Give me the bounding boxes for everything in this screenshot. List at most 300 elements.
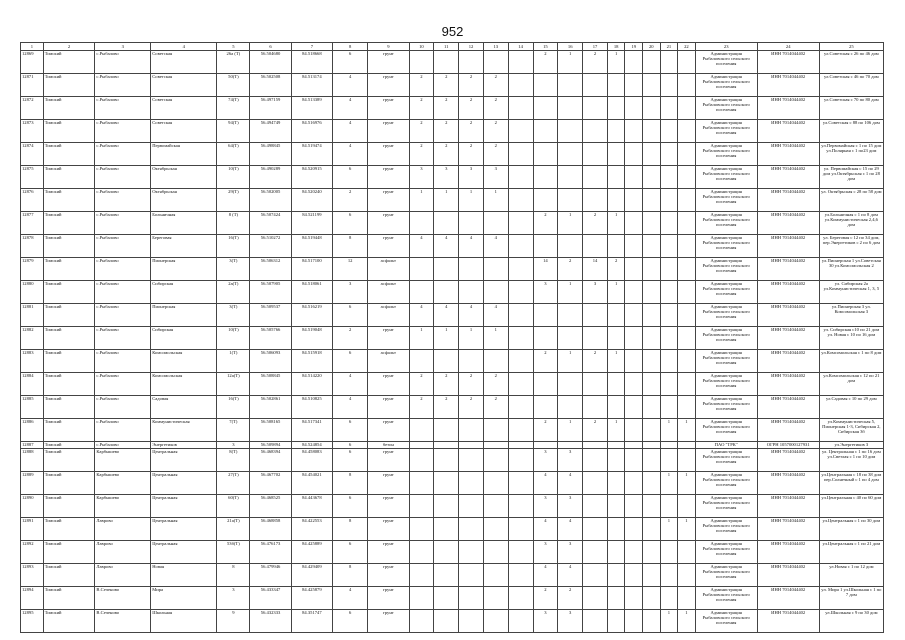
table-cell: 7(Т) bbox=[217, 419, 250, 442]
table-cell: 1 bbox=[558, 51, 583, 74]
table-cell: грунт bbox=[368, 120, 409, 143]
table-cell bbox=[678, 495, 696, 518]
table-cell bbox=[607, 74, 625, 97]
table-cell bbox=[409, 258, 434, 281]
table-cell bbox=[678, 166, 696, 189]
table-cell: 2а(Т) bbox=[217, 281, 250, 304]
table-cell: ул.Школьная с 9 по 30 дом bbox=[819, 610, 883, 633]
table-cell: ул.Центральная с 40 по 60 дом bbox=[819, 495, 883, 518]
table-cell bbox=[660, 74, 678, 97]
table-cell bbox=[625, 97, 643, 120]
table-cell: 4 bbox=[533, 564, 558, 587]
table-cell bbox=[583, 541, 608, 564]
table-cell: 6 bbox=[333, 610, 368, 633]
table-cell bbox=[409, 212, 434, 235]
table-cell bbox=[607, 304, 625, 327]
table-cell: 12877 bbox=[21, 212, 44, 235]
column-number-cell: 21 bbox=[660, 43, 678, 51]
table-cell bbox=[625, 212, 643, 235]
table-cell bbox=[583, 304, 608, 327]
table-cell: ИНН 7014044402 bbox=[757, 396, 819, 419]
table-cell: с.Рыбалово bbox=[95, 442, 151, 449]
table-cell bbox=[607, 97, 625, 120]
table-cell: 56.433347 bbox=[250, 587, 291, 610]
table-cell bbox=[678, 212, 696, 235]
table-cell: 3 bbox=[583, 281, 608, 304]
table-cell: 3 bbox=[533, 449, 558, 472]
table-cell: Администрация Рыбаловского сельского поселения bbox=[695, 373, 757, 396]
table-row bbox=[21, 472, 884, 495]
table-cell bbox=[660, 449, 678, 472]
table-cell: Больничная bbox=[151, 212, 217, 235]
table-cell: В.Сеченово bbox=[95, 587, 151, 610]
table-cell: с.Рыбалово bbox=[95, 166, 151, 189]
table-cell: ул.Больничная с 1 по 8 дом ул.Коммунистическая 2,4,6 дом bbox=[819, 212, 883, 235]
table-cell: ИНН 7014044402 bbox=[757, 610, 819, 633]
table-cell bbox=[607, 610, 625, 633]
table-cell: с.Рыбалово bbox=[95, 396, 151, 419]
table-cell bbox=[643, 610, 661, 633]
table-cell: ул. Сибирская с10 по 21 дом ул. Новая с 10 по 16 дом bbox=[819, 327, 883, 350]
registry-table bbox=[20, 42, 884, 633]
table-cell: Администрация Рыбаловского сельского поселения bbox=[695, 74, 757, 97]
table-cell bbox=[459, 541, 484, 564]
table-cell: 3 bbox=[483, 166, 508, 189]
table-cell bbox=[660, 189, 678, 212]
table-cell bbox=[533, 373, 558, 396]
table-cell bbox=[678, 235, 696, 258]
table-cell bbox=[508, 350, 533, 373]
table-cell: грунт bbox=[368, 396, 409, 419]
table-row bbox=[21, 541, 884, 564]
table-cell bbox=[508, 189, 533, 212]
table-cell bbox=[558, 373, 583, 396]
table-cell: 3 bbox=[558, 541, 583, 564]
table-cell: Карбышево bbox=[95, 449, 151, 472]
table-cell: 1 bbox=[660, 419, 678, 442]
table-row bbox=[21, 419, 884, 442]
table-cell: 2 bbox=[333, 189, 368, 212]
table-cell: ПАО "ТРК" bbox=[695, 442, 757, 449]
table-row bbox=[21, 564, 884, 587]
table-cell: Береговая bbox=[151, 235, 217, 258]
table-cell: 94(Т) bbox=[217, 120, 250, 143]
table-cell bbox=[607, 373, 625, 396]
table-cell: 56.506093 bbox=[250, 350, 291, 373]
table-cell: Томский bbox=[43, 350, 95, 373]
table-cell: 4 bbox=[333, 396, 368, 419]
table-cell bbox=[660, 587, 678, 610]
table-cell bbox=[583, 235, 608, 258]
table-cell bbox=[583, 166, 608, 189]
table-cell: 12874 bbox=[21, 143, 44, 166]
table-cell: Томский bbox=[43, 541, 95, 564]
table-cell bbox=[607, 442, 625, 449]
table-cell bbox=[583, 373, 608, 396]
column-number-cell: 5 bbox=[217, 43, 250, 51]
table-cell bbox=[643, 449, 661, 472]
table-cell: 2 bbox=[533, 350, 558, 373]
table-cell: Томский bbox=[43, 495, 95, 518]
table-cell: Центральная bbox=[151, 449, 217, 472]
table-cell: ИНН 7014044402 bbox=[757, 143, 819, 166]
table-cell: 12872 bbox=[21, 97, 44, 120]
table-cell: 4 bbox=[409, 304, 434, 327]
table-cell: 10(Т) bbox=[217, 327, 250, 350]
table-cell: 12889 bbox=[21, 472, 44, 495]
table-cell bbox=[459, 212, 484, 235]
table-cell: Администрация Рыбаловского сельского поселения bbox=[695, 495, 757, 518]
table-cell bbox=[625, 472, 643, 495]
table-cell bbox=[607, 495, 625, 518]
table-cell bbox=[607, 518, 625, 541]
table-cell: ИНН 7014044402 bbox=[757, 472, 819, 495]
table-cell: Томский bbox=[43, 97, 95, 120]
table-cell bbox=[583, 610, 608, 633]
table-cell: Томский bbox=[43, 281, 95, 304]
table-cell bbox=[678, 97, 696, 120]
table-cell: ул. Береговая с 12 по 34 дом, пер.Энергетиков с 2 по 6 дом bbox=[819, 235, 883, 258]
table-row bbox=[21, 495, 884, 518]
table-cell: 27(Т) bbox=[217, 472, 250, 495]
table-cell: ОГРН 1057000127931 bbox=[757, 442, 819, 449]
table-cell bbox=[678, 396, 696, 419]
table-cell bbox=[434, 212, 459, 235]
table-cell: 56.502508 bbox=[250, 74, 291, 97]
table-cell: 2 bbox=[434, 120, 459, 143]
table-cell: 26а (Т) bbox=[217, 51, 250, 74]
table-cell bbox=[483, 442, 508, 449]
table-cell: 56.494749 bbox=[250, 120, 291, 143]
table-cell: 84.516976 bbox=[291, 120, 332, 143]
table-cell bbox=[660, 495, 678, 518]
table-cell: Администрация Рыбаловского сельского поселения bbox=[695, 472, 757, 495]
table-cell: ИНН 7014044402 bbox=[757, 373, 819, 396]
table-cell bbox=[508, 143, 533, 166]
table-cell bbox=[483, 472, 508, 495]
table-row bbox=[21, 610, 884, 633]
table-cell bbox=[678, 51, 696, 74]
table-cell bbox=[625, 541, 643, 564]
table-row bbox=[21, 51, 884, 74]
column-number-cell: 11 bbox=[434, 43, 459, 51]
table-cell: 6 bbox=[333, 495, 368, 518]
table-cell: 1 bbox=[409, 327, 434, 350]
table-cell: 12885 bbox=[21, 396, 44, 419]
table-cell: Томский bbox=[43, 143, 95, 166]
table-cell: 12881 bbox=[21, 304, 44, 327]
table-cell: 84.518061 bbox=[291, 281, 332, 304]
table-cell: Томский bbox=[43, 166, 95, 189]
table-cell bbox=[483, 564, 508, 587]
table-cell bbox=[625, 419, 643, 442]
table-cell: Октябрьская bbox=[151, 166, 217, 189]
table-cell: с.Рыбалово bbox=[95, 74, 151, 97]
table-cell: грунт bbox=[368, 472, 409, 495]
table-cell bbox=[434, 518, 459, 541]
table-cell: 2 bbox=[483, 373, 508, 396]
column-number-cell: 16 bbox=[558, 43, 583, 51]
table-cell bbox=[533, 304, 558, 327]
table-cell: ИНН 7014044402 bbox=[757, 120, 819, 143]
table-cell bbox=[625, 304, 643, 327]
table-cell bbox=[533, 235, 558, 258]
table-cell: 12893 bbox=[21, 564, 44, 587]
table-row bbox=[21, 143, 884, 166]
column-number-cell: 25 bbox=[819, 43, 883, 51]
table-cell: 8(Т) bbox=[217, 449, 250, 472]
table-cell: 84.425879 bbox=[291, 587, 332, 610]
table-cell: 2 bbox=[558, 587, 583, 610]
table-cell bbox=[660, 258, 678, 281]
table-row bbox=[21, 304, 884, 327]
table-cell bbox=[643, 189, 661, 212]
table-cell bbox=[508, 166, 533, 189]
table-cell: 2 bbox=[409, 74, 434, 97]
table-cell bbox=[508, 449, 533, 472]
table-cell bbox=[625, 564, 643, 587]
table-cell bbox=[508, 472, 533, 495]
table-cell: 4 bbox=[333, 97, 368, 120]
table-cell bbox=[533, 120, 558, 143]
table-cell bbox=[660, 304, 678, 327]
table-cell: 1 bbox=[678, 419, 696, 442]
table-cell: 2 bbox=[483, 143, 508, 166]
table-cell: 4 bbox=[533, 472, 558, 495]
table-cell bbox=[583, 587, 608, 610]
table-cell: 84.351747 bbox=[291, 610, 332, 633]
table-cell: 3 bbox=[533, 610, 558, 633]
header-row bbox=[21, 43, 884, 51]
table-cell: 29(Т) bbox=[217, 189, 250, 212]
table-cell bbox=[508, 212, 533, 235]
table-cell bbox=[483, 51, 508, 74]
table-cell: 84.515918 bbox=[291, 350, 332, 373]
table-cell: 1(Т) bbox=[217, 350, 250, 373]
table-cell bbox=[459, 258, 484, 281]
table-cell: 2 bbox=[533, 587, 558, 610]
table-cell bbox=[678, 120, 696, 143]
column-number-cell: 7 bbox=[291, 43, 332, 51]
table-cell bbox=[643, 327, 661, 350]
table-cell: 1 bbox=[409, 189, 434, 212]
table-cell: 1 bbox=[483, 327, 508, 350]
table-cell bbox=[643, 212, 661, 235]
table-cell: 1 bbox=[660, 472, 678, 495]
table-cell: 74(Т) bbox=[217, 97, 250, 120]
table-cell: Новая bbox=[151, 564, 217, 587]
table-cell bbox=[607, 472, 625, 495]
table-cell: с.Рыбалово bbox=[95, 120, 151, 143]
table-cell: 8 bbox=[333, 518, 368, 541]
table-cell: ИНН 7014044402 bbox=[757, 166, 819, 189]
table-cell bbox=[508, 587, 533, 610]
table-cell: 53б(Т) bbox=[217, 541, 250, 564]
table-cell: 2 bbox=[459, 143, 484, 166]
table-cell: ул. Центральная с 1 по 16 дом ул.Светлая с 1 по 10 дом bbox=[819, 449, 883, 472]
table-cell: 8 bbox=[217, 564, 250, 587]
table-cell bbox=[607, 564, 625, 587]
table-cell bbox=[459, 419, 484, 442]
table-cell: 2 bbox=[409, 396, 434, 419]
table-cell: ИНН 7014044402 bbox=[757, 495, 819, 518]
table-cell bbox=[508, 518, 533, 541]
table-row bbox=[21, 212, 884, 235]
table-cell bbox=[625, 258, 643, 281]
table-row bbox=[21, 327, 884, 350]
table-cell: Томский bbox=[43, 235, 95, 258]
table-cell: Октябрьская bbox=[151, 189, 217, 212]
table-cell: 6 bbox=[333, 51, 368, 74]
table-cell: ИНН 7014044402 bbox=[757, 587, 819, 610]
table-cell bbox=[558, 143, 583, 166]
table-cell bbox=[483, 258, 508, 281]
table-cell bbox=[643, 143, 661, 166]
table-cell: с.Рыбалово bbox=[95, 327, 151, 350]
table-cell bbox=[434, 495, 459, 518]
table-cell: 84.513174 bbox=[291, 74, 332, 97]
table-cell: 6 bbox=[333, 541, 368, 564]
table-cell bbox=[660, 373, 678, 396]
table-cell: 84.519474 bbox=[291, 143, 332, 166]
table-cell bbox=[583, 97, 608, 120]
table-cell: с.Рыбалово bbox=[95, 189, 151, 212]
table-cell: 6 bbox=[333, 449, 368, 472]
table-cell bbox=[660, 327, 678, 350]
table-cell bbox=[607, 189, 625, 212]
table-cell: 2 bbox=[533, 419, 558, 442]
table-cell: Советская bbox=[151, 97, 217, 120]
table-cell bbox=[483, 587, 508, 610]
column-number-cell: 14 bbox=[508, 43, 533, 51]
table-cell: 56.490289 bbox=[250, 166, 291, 189]
table-cell bbox=[533, 97, 558, 120]
table-cell bbox=[508, 396, 533, 419]
table-cell: асфальт bbox=[368, 304, 409, 327]
table-cell: 84.513389 bbox=[291, 97, 332, 120]
table-cell: 56.479946 bbox=[250, 564, 291, 587]
table-cell bbox=[533, 396, 558, 419]
table-cell: Сибирская bbox=[151, 281, 217, 304]
table-body bbox=[21, 43, 884, 633]
table-cell: 4 bbox=[459, 304, 484, 327]
table-cell: грунт bbox=[368, 541, 409, 564]
table-cell: 56.476173 bbox=[250, 541, 291, 564]
table-cell: 2 bbox=[434, 97, 459, 120]
table-cell bbox=[434, 587, 459, 610]
table-cell: Томский bbox=[43, 472, 95, 495]
table-cell bbox=[583, 442, 608, 449]
table-cell bbox=[643, 74, 661, 97]
table-cell: Администрация Рыбаловского сельского поселения bbox=[695, 396, 757, 419]
table-cell: ул.Садовая с 10 по 29 дом bbox=[819, 396, 883, 419]
table-cell bbox=[643, 541, 661, 564]
table-cell: 6 bbox=[333, 304, 368, 327]
table-cell: ул.Центральная с 1 по 21 дом bbox=[819, 541, 883, 564]
table-cell bbox=[409, 51, 434, 74]
table-cell: 84.429409 bbox=[291, 564, 332, 587]
table-cell: грунт bbox=[368, 419, 409, 442]
table-cell: 50(Т) bbox=[217, 74, 250, 97]
table-cell bbox=[583, 74, 608, 97]
table-cell: Энергетиков bbox=[151, 442, 217, 449]
table-cell bbox=[607, 587, 625, 610]
table-cell: с.Рыбалово bbox=[95, 350, 151, 373]
table-cell: 56.508845 bbox=[250, 373, 291, 396]
column-number-cell: 9 bbox=[368, 43, 409, 51]
table-cell bbox=[660, 51, 678, 74]
table-cell bbox=[434, 51, 459, 74]
table-cell: Томский bbox=[43, 258, 95, 281]
table-cell: 1 bbox=[607, 350, 625, 373]
table-cell bbox=[459, 51, 484, 74]
table-cell bbox=[678, 373, 696, 396]
table-cell bbox=[483, 350, 508, 373]
table-cell bbox=[660, 235, 678, 258]
table-cell bbox=[409, 350, 434, 373]
table-cell: 10(Т) bbox=[217, 166, 250, 189]
table-cell bbox=[660, 212, 678, 235]
table-row bbox=[21, 281, 884, 304]
table-cell: ул. Октябрьская с 28 по 58 дом bbox=[819, 189, 883, 212]
table-cell: грунт bbox=[368, 495, 409, 518]
table-row bbox=[21, 166, 884, 189]
table-cell: 12895 bbox=[21, 610, 44, 633]
table-cell: Сибирская bbox=[151, 327, 217, 350]
table-cell bbox=[508, 74, 533, 97]
table-cell: Томский bbox=[43, 442, 95, 449]
table-cell bbox=[434, 281, 459, 304]
table-cell bbox=[643, 281, 661, 304]
table-cell: асфальт bbox=[368, 350, 409, 373]
table-cell bbox=[409, 442, 434, 449]
table-cell bbox=[533, 74, 558, 97]
table-cell bbox=[643, 396, 661, 419]
table-cell bbox=[625, 120, 643, 143]
table-cell bbox=[434, 610, 459, 633]
table-cell: ул.Комсомольская с 12 по 21 дом bbox=[819, 373, 883, 396]
table-cell bbox=[643, 304, 661, 327]
table-cell: Администрация Рыбаловского сельского поселения bbox=[695, 327, 757, 350]
table-cell bbox=[434, 258, 459, 281]
table-cell: ул. Мира 1 ул.Школьная с 1 по 7 дом bbox=[819, 587, 883, 610]
table-cell bbox=[459, 518, 484, 541]
table-cell: 1 bbox=[558, 419, 583, 442]
table-cell: ул.Пионерская 3 ул. Комсомольская 3 bbox=[819, 304, 883, 327]
table-cell bbox=[607, 120, 625, 143]
table-cell: Томский bbox=[43, 189, 95, 212]
table-cell: ИНН 7014044402 bbox=[757, 350, 819, 373]
table-cell bbox=[625, 373, 643, 396]
table-cell: ул.Новая с 1 по 12 дом bbox=[819, 564, 883, 587]
table-cell bbox=[558, 235, 583, 258]
table-cell: 4 bbox=[434, 235, 459, 258]
table-cell bbox=[434, 350, 459, 373]
table-row bbox=[21, 449, 884, 472]
table-cell bbox=[643, 518, 661, 541]
table-cell bbox=[643, 350, 661, 373]
table-cell: ИНН 7014044402 bbox=[757, 235, 819, 258]
table-cell bbox=[643, 442, 661, 449]
table-cell bbox=[678, 143, 696, 166]
table-cell: грунт bbox=[368, 610, 409, 633]
table-cell: Школьная bbox=[151, 610, 217, 633]
table-cell: Комсомольская bbox=[151, 373, 217, 396]
table-cell: 2 bbox=[533, 51, 558, 74]
table-cell bbox=[678, 304, 696, 327]
table-cell: 1 bbox=[607, 419, 625, 442]
table-cell bbox=[660, 97, 678, 120]
